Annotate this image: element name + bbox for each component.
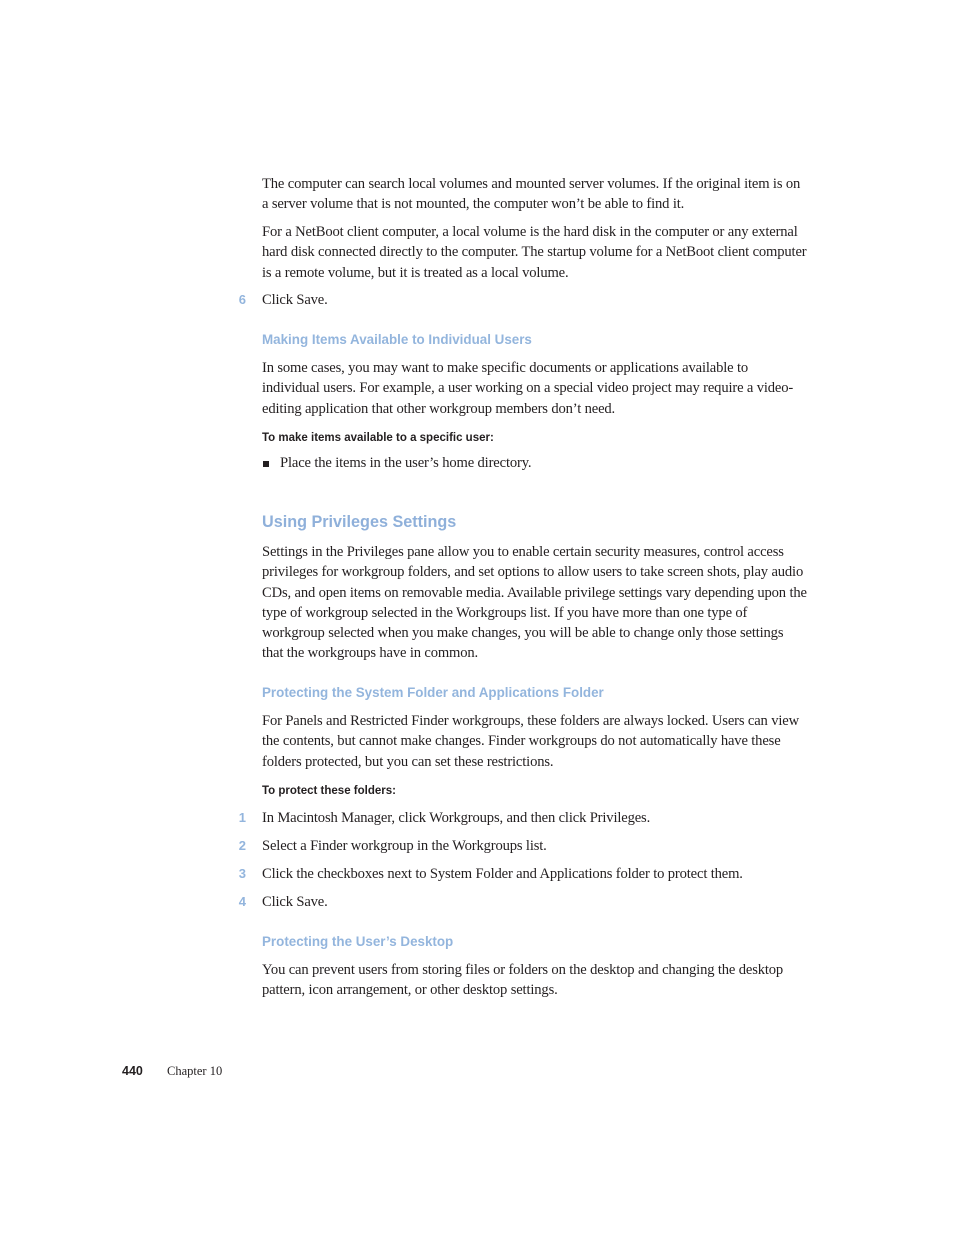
step-text: Click Save. [262, 894, 328, 910]
section-heading-using-privileges: Using Privileges Settings [262, 513, 457, 531]
task-heading-protect-folders: To protect these folders: [262, 785, 396, 797]
step-number: 3 [238, 866, 246, 881]
section-heading-making-items-available: Making Items Available to Individual Users [262, 332, 532, 347]
page-number: 440 [122, 1064, 143, 1078]
paragraph-desktop-settings: You can prevent users from storing files or folders on the desktop and changing the desktop pattern, icon arrangement, or other desktop settings. [262, 962, 784, 999]
bullet-text: Place the items in the user’s home directory. [280, 455, 532, 471]
task-heading-make-items-available: To make items available to a specific user: [262, 432, 494, 444]
step-number: 4 [238, 894, 246, 909]
step-number: 1 [238, 810, 246, 825]
section-heading-protecting-folders: Protecting the System Folder and Applications Folder [262, 685, 604, 700]
paragraph-folders-locked: For Panels and Restricted Finder workgroups, these folders are always locked. Users can view the contents, but cannot make changes. Finder workgroups do not automatically have these folders protected, but you can set these restrictions. [262, 713, 799, 770]
paragraph-privileges-pane: Settings in the Privileges pane allow you to enable certain security measures, control access privileges for workgroup folders, and set options to allow users to take screen shots, play audio CDs, and open items on removable media. Available privilege settings vary depending upon the type of workgroup selected in the Workgroups list. If you have more than one type of workgroup selected when you make changes, you will be able to change only those settings that the workgroups have in common. [262, 544, 807, 662]
step-text: Click the checkboxes next to System Folder and Applications folder to protect them. [262, 866, 743, 882]
step-text: In Macintosh Manager, click Workgroups, and then click Privileges. [262, 810, 651, 826]
paragraph-netboot-local-volume: For a NetBoot client computer, a local volume is the hard disk in the computer or any external hard disk connected directly to the computer. The startup volume for a NetBoot client computer is a remote volume, but it is treated as a local volume. [262, 224, 807, 281]
step-number: 6 [238, 292, 246, 307]
chapter-label: Chapter 10 [167, 1064, 223, 1078]
step-number: 2 [238, 838, 246, 853]
section-heading-protecting-desktop: Protecting the User’s Desktop [262, 934, 454, 949]
paragraph-individual-users: In some cases, you may want to make specific documents or applications available to individual users. For example, a user working on a special video project may require a video-editing application that other workgroup members don’t need. [262, 360, 794, 417]
step-text: Click Save. [262, 292, 328, 308]
paragraph-search-volumes: The computer can search local volumes and mounted server volumes. If the original item is on a server volume that is not mounted, the computer won’t be able to find it. [262, 176, 801, 213]
step-text: Select a Finder workgroup in the Workgroups list. [262, 838, 547, 854]
bullet-square-icon [263, 461, 269, 467]
